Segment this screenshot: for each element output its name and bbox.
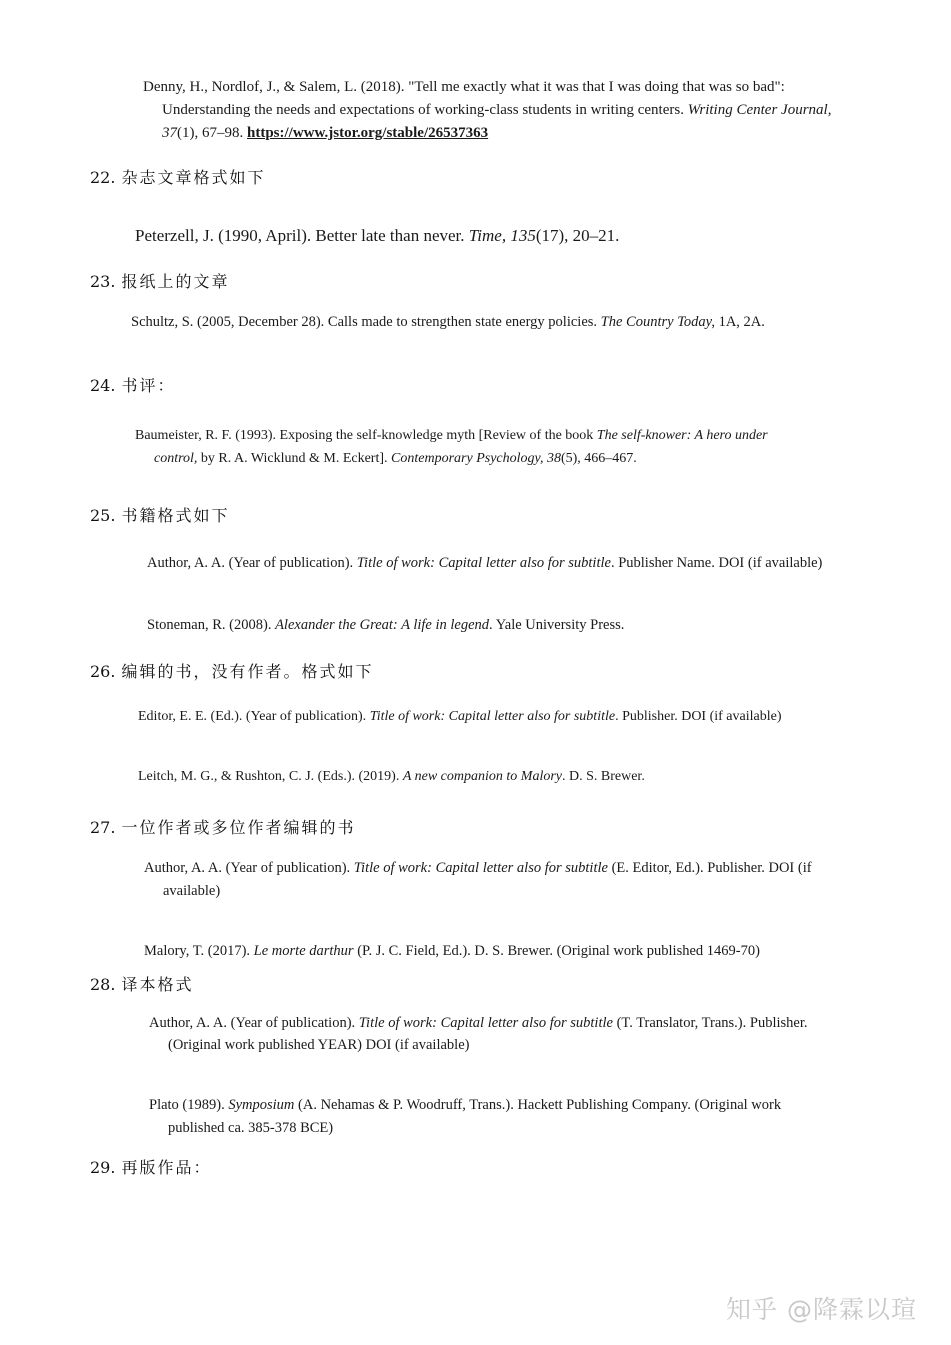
heading-text: 报纸上的文章 — [121, 272, 230, 291]
heading-number: 26. — [90, 662, 116, 681]
reference-line — [135, 447, 768, 470]
reference-text: Author, A. A. (Year of publication). — [147, 555, 357, 571]
reference-text: by R. A. Wicklund & M. Eckert]. — [197, 451, 392, 466]
reference-line — [144, 857, 812, 880]
reference-peterzell — [135, 224, 619, 247]
reference-text: (T. Translator, Trans.). Publisher. — [612, 1015, 808, 1031]
reference-text: (1), 67–98. — [177, 125, 247, 141]
heading-text: 译本格式 — [121, 975, 194, 994]
heading-28 — [90, 972, 193, 995]
reference-baumeister — [135, 424, 768, 470]
reference-line — [135, 424, 768, 447]
reference-text: Malory, T. (2017). — [144, 943, 254, 959]
reference-text: . D. S. Brewer. — [562, 769, 645, 784]
reference-text: 1A, 2A. — [714, 314, 765, 330]
book-title: Title of work: Capital letter also for subtitle — [356, 555, 611, 571]
reference-plato — [149, 1094, 781, 1140]
reference-text: Plato (1989). — [149, 1097, 229, 1113]
heading-text: 再版作品： — [121, 1158, 212, 1177]
heading-number: 24. — [90, 376, 116, 395]
heading-number: 29. — [90, 1158, 116, 1177]
book-title: Symposium — [228, 1097, 295, 1113]
reference-text: . Yale University Press. — [489, 617, 625, 633]
reference-malory — [144, 940, 760, 963]
heading-25 — [90, 503, 229, 526]
reference-text: (17), 20–21. — [535, 226, 620, 245]
reference-denny — [143, 76, 831, 145]
heading-22 — [90, 165, 265, 188]
book-title: The self-knower: A hero under — [596, 428, 768, 443]
reference-leitch — [138, 765, 645, 788]
heading-text: 书评： — [121, 376, 176, 395]
reference-line — [149, 1094, 781, 1117]
reference-line — [143, 122, 831, 145]
heading-26 — [90, 659, 373, 682]
reference-line: published ca. 385-378 BCE) — [168, 1120, 334, 1136]
reference-line — [143, 99, 831, 122]
volume: 38 — [543, 451, 561, 466]
book-title: A new companion to Malory — [402, 769, 562, 784]
heading-23 — [90, 269, 229, 292]
heading-text: 编辑的书，没有作者。格式如下 — [121, 662, 374, 681]
reference-schultz — [131, 311, 765, 334]
journal-title: Writing Center Journal, — [687, 102, 832, 118]
volume: 37 — [162, 125, 177, 141]
book-title: Title of work: Capital letter also for subtitle — [358, 1015, 613, 1031]
reference-book-template — [147, 552, 822, 575]
heading-number: 25. — [90, 506, 116, 525]
reference-text: Author, A. A. (Year of publication). — [149, 1015, 359, 1031]
heading-number: 28. — [90, 975, 116, 994]
reference-author-editor-template — [144, 857, 812, 903]
reference-text: Peterzell, J. (1990, April). Better late than never. — [135, 226, 469, 245]
reference-text: (E. Editor, Ed.). Publisher. DOI (if — [607, 860, 812, 876]
reference-line: (Original work published YEAR) DOI (if available) — [168, 1037, 470, 1053]
reference-line: Denny, H., Nordlof, J., & Salem, L. (2018). "Tell me exactly what it was that I was doing that was so bad": — [143, 79, 785, 95]
journal-title: Contemporary Psychology, — [391, 451, 544, 466]
heading-number: 27. — [90, 818, 116, 837]
heading-number: 22. — [90, 168, 116, 187]
reference-text: Editor, E. E. (Ed.). (Year of publication). — [138, 709, 370, 724]
book-title: Title of work: Capital letter also for subtitle — [369, 709, 616, 724]
heading-number: 23. — [90, 272, 116, 291]
publication-title: Time, 135 — [468, 226, 536, 245]
reference-line: available) — [163, 883, 221, 899]
jstor-link[interactable]: https://www.jstor.org/stable/26537363 — [247, 125, 489, 141]
reference-text: Author, A. A. (Year of publication). — [144, 860, 354, 876]
heading-text: 杂志文章格式如下 — [121, 168, 266, 187]
reference-editor-template — [138, 705, 782, 728]
heading-27 — [90, 815, 355, 838]
reference-text: Stoneman, R. (2008). — [147, 617, 276, 633]
book-title: control, — [154, 451, 198, 466]
watermark: 知乎 @降霖以瑄 — [726, 1295, 917, 1324]
reference-text: (P. J. C. Field, Ed.). D. S. Brewer. (Original work published 1469-70) — [353, 943, 760, 959]
reference-text: Leitch, M. G., & Rushton, C. J. (Eds.). (2019). — [138, 769, 403, 784]
book-title: Alexander the Great: A life in legend — [275, 617, 490, 633]
heading-29 — [90, 1155, 211, 1178]
heading-text: 书籍格式如下 — [121, 506, 230, 525]
reference-text: Understanding the needs and expectations of working-class students in writing centers. — [162, 102, 688, 118]
book-title: Le morte darthur — [253, 943, 354, 959]
reference-translation-template — [149, 1012, 808, 1056]
reference-text: (A. Nehamas & P. Woodruff, Trans.). Hackett Publishing Company. (Original work — [294, 1097, 782, 1113]
reference-text: . Publisher Name. DOI (if available) — [610, 555, 823, 571]
book-title: Title of work: Capital letter also for subtitle — [353, 860, 608, 876]
heading-24 — [90, 373, 175, 396]
publication-title: The Country Today, — [600, 314, 715, 330]
reference-line — [149, 1012, 808, 1034]
reference-text: (5), 466–467. — [560, 451, 637, 466]
reference-text: Baumeister, R. F. (1993). Exposing the self-knowledge myth [Review of the book — [135, 428, 597, 443]
reference-stoneman — [147, 614, 624, 637]
reference-text: . Publisher. DOI (if available) — [615, 709, 782, 724]
heading-text: 一位作者或多位作者编辑的书 — [121, 818, 356, 837]
reference-text: Schultz, S. (2005, December 28). Calls made to strengthen state energy policies. — [131, 314, 601, 330]
